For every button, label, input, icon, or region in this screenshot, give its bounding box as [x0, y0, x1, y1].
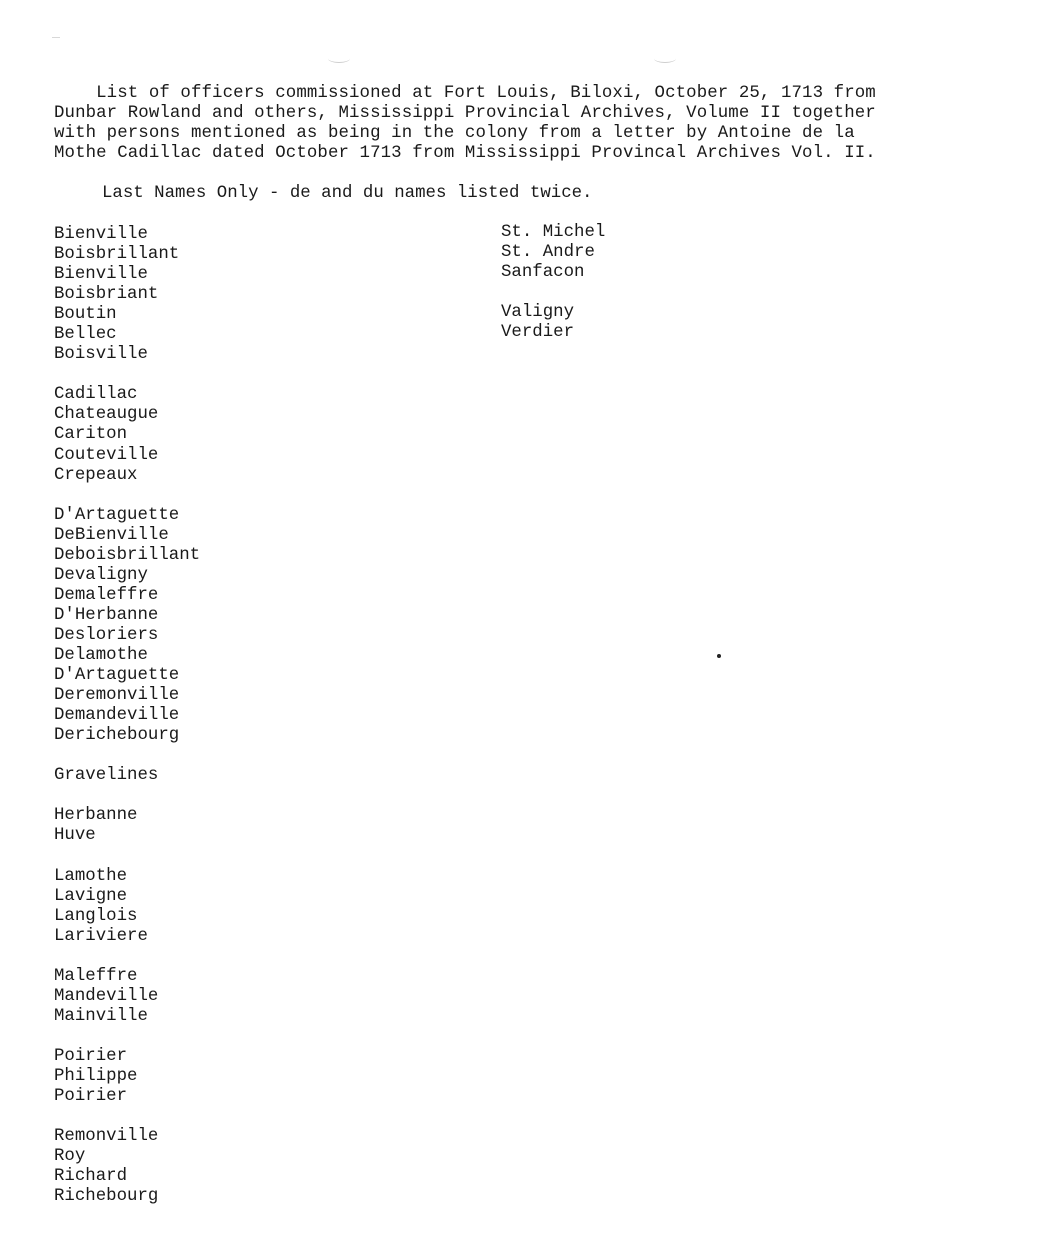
name-entry: Devaligny — [54, 565, 148, 585]
name-group-d — [54, 506, 200, 747]
name-entry: Delamothe — [54, 645, 148, 665]
name-entry: Lavigne — [54, 886, 128, 906]
name-entry: Bienville — [54, 265, 148, 285]
name-entry: Deremonville — [54, 686, 180, 706]
name-entry: Lamothe — [54, 866, 128, 886]
name-group-l — [54, 867, 200, 947]
name-entry: Maleffre — [54, 966, 138, 986]
corner-mark — [52, 37, 60, 38]
name-entry: Roy — [54, 1147, 86, 1167]
name-entry: Herbanne — [54, 806, 138, 826]
name-group-c — [54, 385, 200, 485]
name-group-s — [501, 223, 605, 283]
name-entry: Mandeville — [54, 986, 159, 1006]
name-entry: D'Herbanne — [54, 605, 159, 625]
hole-punch-mark — [654, 54, 676, 63]
name-entry: Lariviere — [54, 926, 148, 946]
name-entry: Boisville — [54, 345, 148, 365]
name-entry: D'Artaguette — [54, 666, 180, 686]
name-group-p — [54, 1047, 200, 1107]
name-entry: Bienville — [54, 225, 148, 244]
right-name-column — [501, 223, 605, 363]
name-group-v — [501, 303, 605, 343]
name-entry: Philippe — [54, 1066, 138, 1086]
name-entry: Remonville — [54, 1127, 159, 1147]
name-group-m — [54, 967, 200, 1027]
name-entry: Poirier — [54, 1046, 128, 1066]
name-entry: Valigny — [501, 303, 575, 323]
name-entry: Poirier — [54, 1087, 128, 1107]
name-entry: St. Michel — [501, 223, 606, 242]
name-entry: Sanfacon — [501, 263, 585, 283]
intro-line: Dunbar Rowland and others, Mississippi Provincial Archives, Volume II together — [54, 104, 876, 123]
name-entry: Boisbrillant — [54, 245, 180, 265]
name-entry: D'Artaguette — [54, 505, 180, 525]
name-entry: Derichebourg — [54, 726, 180, 746]
name-entry: Desloriers — [54, 625, 159, 645]
name-entry: Demandeville — [54, 706, 180, 726]
name-entry: Richebourg — [54, 1187, 159, 1207]
name-entry: Chateaugue — [54, 405, 159, 425]
name-entry: Couteville — [54, 445, 159, 465]
name-group-h — [54, 806, 200, 846]
name-entry: St. Andre — [501, 243, 595, 263]
name-entry: Huve — [54, 826, 96, 846]
left-name-column — [54, 225, 200, 1227]
name-entry: Boisbriant — [54, 285, 159, 305]
name-entry: Cadillac — [54, 385, 138, 405]
intro-line: with persons mentioned as being in the colony from a letter by Antoine de la — [54, 124, 855, 143]
name-entry: Boutin — [54, 305, 117, 325]
name-entry: Bellec — [54, 325, 117, 345]
name-entry: Cariton — [54, 425, 128, 445]
name-entry: Crepeaux — [54, 465, 138, 485]
name-group-b — [54, 225, 200, 365]
name-entry: Mainville — [54, 1006, 148, 1026]
name-group-g — [54, 766, 200, 786]
name-entry: Verdier — [501, 323, 575, 343]
name-entry: Deboisbrillant — [54, 545, 201, 565]
name-entry: Richard — [54, 1167, 128, 1187]
name-entry: DeBienville — [54, 525, 169, 545]
intro-paragraph — [54, 84, 1014, 164]
hole-punch-mark — [328, 54, 350, 63]
intro-line: Mothe Cadillac dated October 1713 from Mississippi Provincal Archives Vol. II. — [54, 144, 876, 163]
intro-line: List of officers commissioned at Fort Louis, Biloxi, October 25, 1713 from — [54, 84, 876, 103]
name-entry: Langlois — [54, 906, 138, 926]
name-entry: Demaleffre — [54, 585, 159, 605]
ink-speck — [717, 654, 721, 658]
name-group-r — [54, 1127, 200, 1207]
name-entry: Gravelines — [54, 766, 159, 786]
names-note: Last Names Only - de and du names listed twice. — [102, 184, 593, 203]
